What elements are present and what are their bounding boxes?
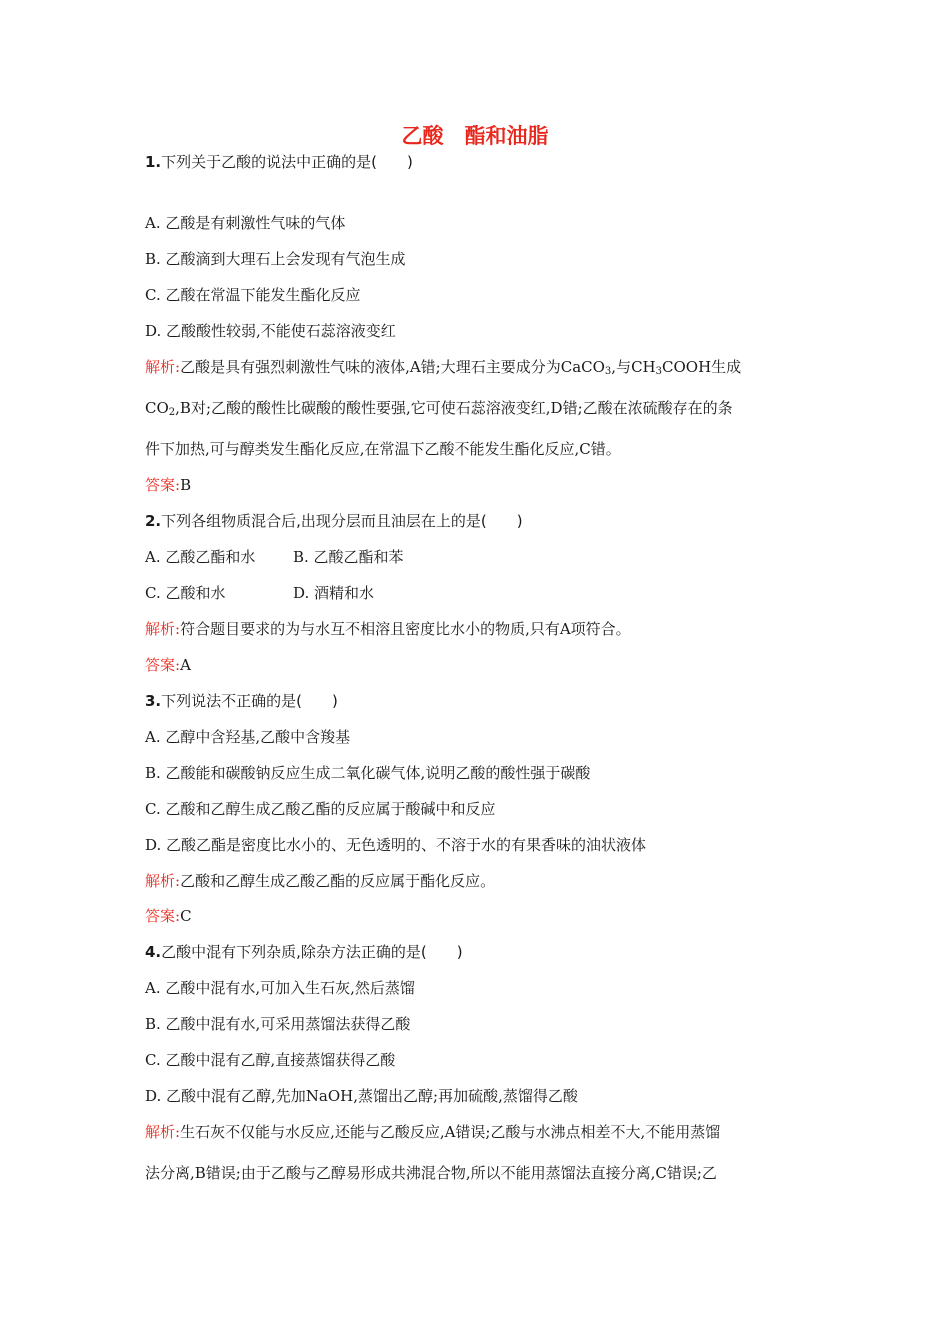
question-4-stem: [145, 942, 463, 962]
question-text: 乙酸中混有下列杂质,除杂方法正确的是( ): [161, 943, 463, 961]
question-2-option-c: C. 乙酸和水: [145, 584, 226, 602]
question-3-answer: [145, 906, 192, 926]
question-number: 2.: [145, 512, 162, 530]
answer-label: 答案:: [145, 907, 181, 925]
answer-value: A: [180, 656, 191, 674]
question-number: 3.: [145, 692, 162, 710]
page-title: 乙酸 酯和油脂: [401, 124, 549, 148]
question-1-option-d: D. 乙酸酸性较弱,不能使石蕊溶液变红: [145, 322, 396, 340]
question-4-option-b: B. 乙酸中混有水,可采用蒸馏法获得乙酸: [145, 1015, 411, 1033]
question-2-option-a: A. 乙酸乙酯和水: [145, 548, 256, 566]
answer-value: B: [180, 476, 192, 494]
question-3-option-b: B. 乙酸能和碳酸钠反应生成二氧化碳气体,说明乙酸的酸性强于碳酸: [145, 764, 591, 782]
question-text: 下列关于乙酸的说法中正确的是( ): [161, 153, 413, 171]
question-1-option-c: C. 乙酸在常温下能发生酯化反应: [145, 286, 361, 304]
question-2-analysis: 解析:符合题目要求的为与水互不相溶且密度比水小的物质,只有A项符合。: [145, 620, 631, 638]
question-2-option-d: D. 酒精和水: [293, 584, 375, 602]
question-3-analysis: 解析:乙酸和乙醇生成乙酸乙酯的反应属于酯化反应。: [145, 872, 496, 890]
answer-value: C: [180, 907, 192, 925]
analysis-label: 解析:: [145, 1123, 181, 1141]
question-3-option-d: D. 乙酸乙酯是密度比水小的、无色透明的、不溶于水的有果香味的油状液体: [145, 836, 647, 854]
question-4-analysis-line-2: 法分离,B错误;由于乙酸与乙醇易形成共沸混合物,所以不能用蒸馏法直接分离,C错误;乙: [145, 1164, 717, 1182]
question-3-option-c: C. 乙酸和乙醇生成乙酸乙酯的反应属于酸碱中和反应: [145, 800, 496, 818]
question-2-stem: [145, 511, 523, 531]
question-3-stem: [145, 691, 338, 711]
analysis-label: 解析:: [145, 358, 181, 376]
question-4-option-c: C. 乙酸中混有乙醇,直接蒸馏获得乙酸: [145, 1051, 396, 1069]
question-text: 下列说法不正确的是( ): [161, 692, 338, 710]
question-1-analysis-line-3: 件下加热,可与醇类发生酯化反应,在常温下乙酸不能发生酯化反应,C错。: [145, 440, 621, 458]
answer-label: 答案:: [145, 656, 181, 674]
analysis-label: 解析:: [145, 620, 181, 638]
question-4-analysis-line-1: 解析:生石灰不仅能与水反应,还能与乙酸反应,A错误;乙酸与水沸点相差不大,不能用蒸馏: [145, 1123, 721, 1141]
question-4-option-a: A. 乙酸中混有水,可加入生石灰,然后蒸馏: [145, 979, 415, 997]
question-1-option-a: A. 乙酸是有刺激性气味的气体: [145, 214, 346, 232]
question-number: 1.: [145, 153, 162, 171]
question-1-option-b: B. 乙酸滴到大理石上会发现有气泡生成: [145, 250, 406, 268]
analysis-label: 解析:: [145, 872, 181, 890]
question-4-option-d: D. 乙酸中混有乙醇,先加NaOH,蒸馏出乙醇;再加硫酸,蒸馏得乙酸: [145, 1087, 578, 1105]
question-1-analysis-line-1: 解析:乙酸是具有强烈刺激性气味的液体,A错;大理石主要成分为CaCO$_3$,与$CH_3COOH$生成: [145, 358, 742, 377]
question-2-option-b: B. 乙酸乙酯和苯: [293, 548, 404, 566]
question-number: 4.: [145, 943, 162, 961]
question-3-option-a: A. 乙醇中含羟基,乙酸中含羧基: [145, 728, 351, 746]
question-2-options-row-1: [145, 547, 404, 567]
question-text: 下列各组物质混合后,出现分层而且油层在上的是( ): [161, 512, 523, 530]
answer-label: 答案:: [145, 476, 181, 494]
question-1-analysis-line-2: $CO_2,B$对;乙酸的酸性比碳酸的酸性要强,它可使石蕊溶液变红,D错;乙酸在浓硫酸存在的条: [145, 399, 733, 418]
question-1-stem: [145, 152, 413, 172]
question-2-answer: [145, 655, 191, 675]
question-1-answer: [145, 475, 191, 495]
question-2-options-row-2: [145, 583, 375, 603]
